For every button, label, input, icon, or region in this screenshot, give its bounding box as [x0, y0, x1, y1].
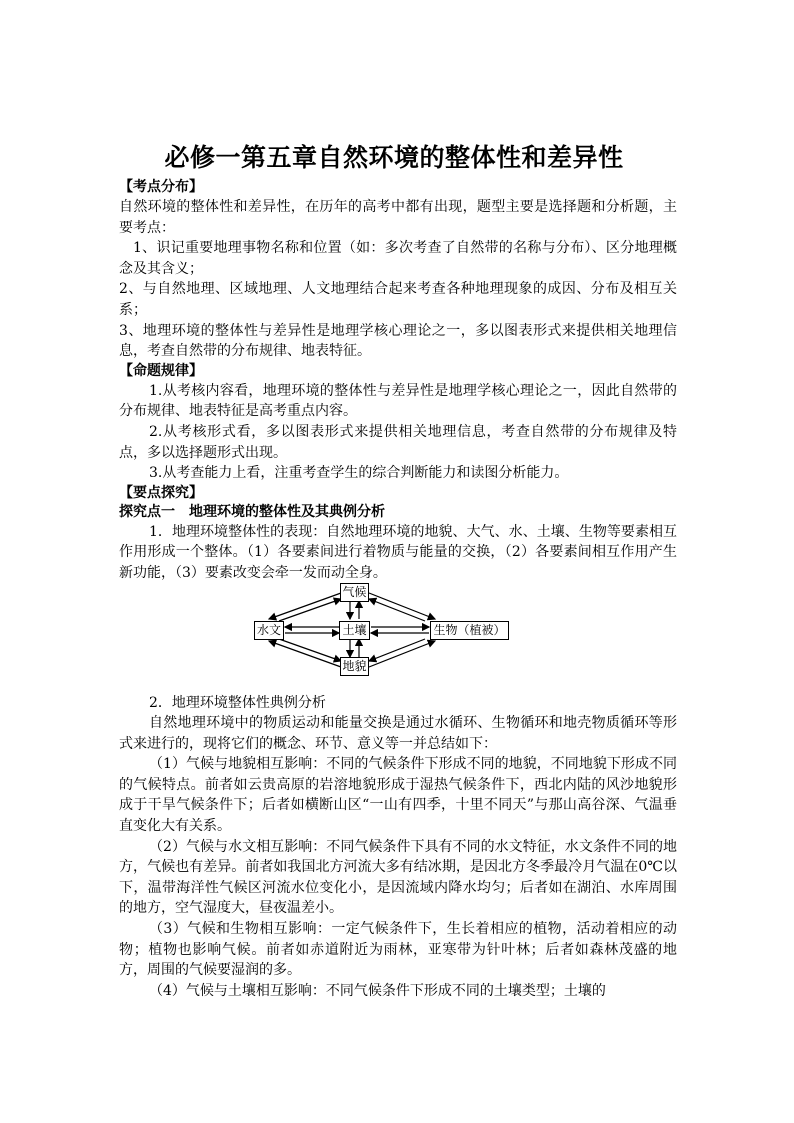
- node-climate: 气候: [340, 583, 369, 602]
- node-soil: 土壤: [339, 621, 370, 640]
- paragraph: 自然环境的整体性和差异性，在历年的高考中都有出现，题型主要是选择题和分析题，主要考点：: [119, 199, 677, 236]
- document-title: 必修一第五章自然环境的整体性和差异性: [164, 143, 624, 172]
- paragraph: 1．地理环境整体性的表现：自然地理环境的地貌、大气、水、土壤、生物等要素相互作用形成一个整体。（1）各要素间进行着物质与能量的交换，（2）各要素间相互作用产生新功能，（3）要素改变会牵一发而动全身。: [119, 523, 677, 581]
- paragraph: 2.从考核形式看，多以图表形式来提供相关地理信息，考查自然带的分布规律及特点，多以选择题形式出现。: [119, 423, 677, 461]
- paragraph: 1、识记重要地理事物名称和位置（如：多次考查了自然带的名称与分布）、区分地理概念及其含义；: [119, 240, 677, 277]
- node-hydrology: 水文: [254, 621, 284, 640]
- paragraph: 1.从考核内容看，地理环境的整体性与差异性是地理学核心理论之一，因此自然带的分布规律、地表特征是高考重点内容。: [119, 382, 677, 420]
- node-landform: 地貌: [340, 657, 369, 676]
- paragraph: （2）气候与水文相互影响：不同气候条件下具有不同的水文特征，水文条件不同的地方，气候也有差异。前者如我国北方河流大多有结冰期，是因北方冬季最冷月气温在0℃以下，温带海洋性气候区河流水位变化小，是因流域内降水均匀；后者如在湖泊、水库周围的地方，空气湿度大，昼夜温差小。: [119, 838, 677, 917]
- integrity-diagram: [119, 584, 677, 691]
- paragraph: （4）气候与土壤相互影响：不同气候条件下形成不同的土壤类型；土壤的: [149, 982, 606, 999]
- document-page: [119, 140, 677, 1001]
- paragraph: 3.从考查能力上看，注重考查学生的综合判断能力和读图分析能力。: [149, 465, 569, 482]
- section-heading-yaodian: 【要点探究】: [119, 484, 203, 501]
- paragraph: 3、地理环境的整体性与差异性是地理学核心理论之一，多以图表形式来提供相关地理信息，考查自然带的分布规律、地表特征。: [119, 322, 677, 360]
- node-biology: 生物（植被）: [430, 621, 509, 640]
- section-heading-kaodian: 【考点分布】: [119, 179, 203, 195]
- paragraph: （3）气候和生物相互影响：一定气候条件下，生长着相应的植物，活动着相应的动物；植物也影响气候。前者如赤道附近为雨林，亚寒带为针叶林；后者如森林茂盛的地方，周围的气候要湿润的多。: [119, 921, 677, 979]
- paragraph: 2、与自然地理、区域地理、人文地理结合起来考查各种地理现象的成因、分布及相互关系；: [119, 281, 677, 318]
- paragraph: 2．地理环境整体性典例分析: [149, 694, 326, 711]
- paragraph: 自然地理环境中的物质运动和能量交换是通过水循环、生物循环和地壳物质循环等形式来进行的，现将它们的概念、环节、意义等一并总结如下：: [119, 715, 677, 752]
- subsection-heading: 探究点一 地理环境的整体性及其典例分析: [119, 503, 385, 520]
- section-heading-mingti: 【命题规律】: [119, 362, 203, 379]
- paragraph: （1）气候与地貌相互影响：不同的气候条件下形成不同的地貌，不同地貌下形成不同的气候特点。前者如云贵高原的岩溶地貌形成于湿热气候条件下，西北内陆的风沙地貌形成于干旱气候条件下；后者如横断山区“一山有四季，十里不同天”与那山高谷深、气温垂直变化大有关系。: [119, 756, 677, 835]
- diagram-arrows: [119, 587, 677, 691]
